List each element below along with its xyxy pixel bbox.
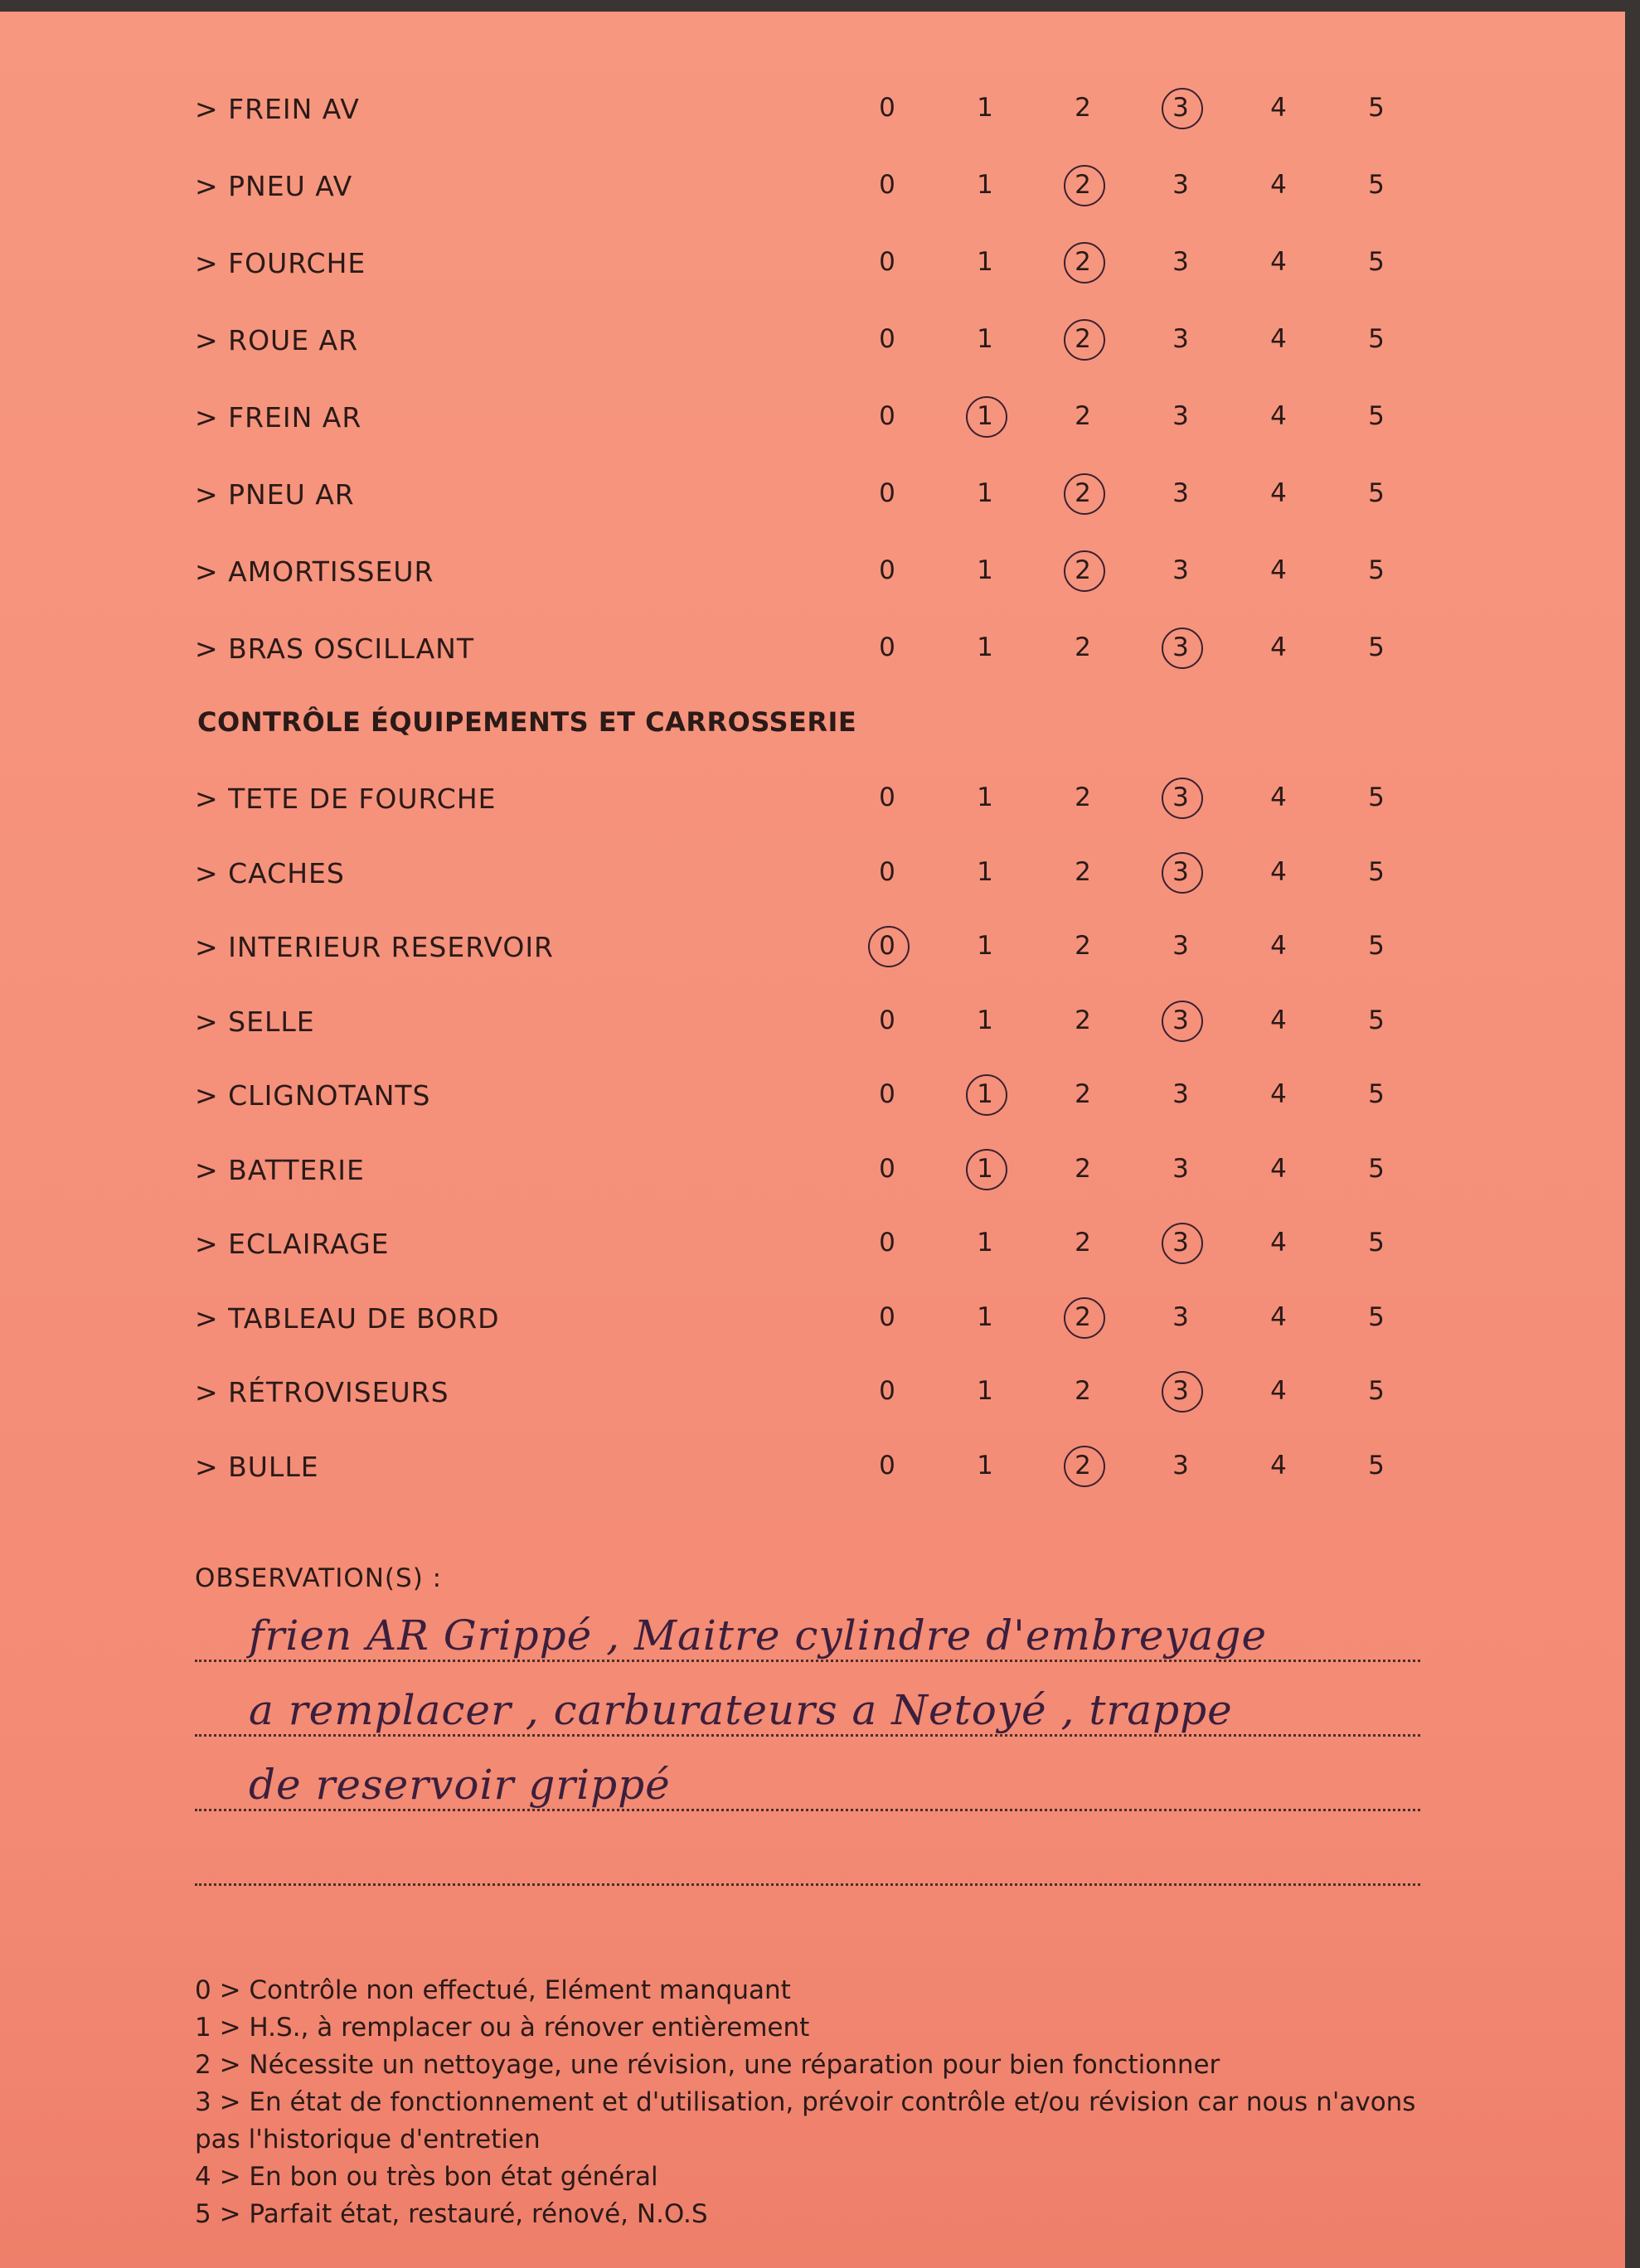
checklist-row [0,1294,1575,1344]
score-option[interactable]: 4 [1270,324,1287,354]
score-option[interactable]: 5 [1368,93,1385,123]
score-option[interactable]: 5 [1368,783,1385,812]
score-option[interactable]: 3 [1172,324,1189,354]
checklist-row [0,393,1575,443]
score-option[interactable]: 1 [977,1450,993,1480]
item-label: > PNEU AV [195,170,353,202]
score-option[interactable]: 5 [1368,324,1385,354]
score-option[interactable]: 0 [879,93,895,123]
score-option[interactable]: 1 [977,170,993,200]
checklist-row [0,239,1575,288]
score-option[interactable]: 2 [1075,931,1091,961]
score-option[interactable]: 3 [1172,931,1189,961]
score-option[interactable]: 4 [1270,401,1287,431]
score-option[interactable]: 4 [1270,170,1287,200]
score-option-selected[interactable]: 2 [1058,1302,1108,1332]
checklist-row [0,849,1575,899]
score-option[interactable]: 5 [1368,1450,1385,1480]
score-option-selected[interactable]: 2 [1058,478,1108,508]
score-option[interactable]: 0 [879,1079,895,1109]
score-option[interactable]: 2 [1075,1376,1091,1406]
checklist-row [0,624,1575,674]
score-option[interactable]: 4 [1270,93,1287,123]
score-option-selected[interactable]: 3 [1156,632,1206,662]
handwritten-observation: a remplacer , carburateurs a Netoyé , trappe [249,1686,1233,1734]
item-label: > CACHES [195,856,345,889]
score-option[interactable]: 0 [879,170,895,200]
inspection-sheet [0,12,1625,2268]
score-option[interactable]: 0 [879,1005,895,1035]
score-option[interactable]: 5 [1368,247,1385,277]
handwritten-observation: frien AR Grippé , Maitre cylindre d'embreyage [249,1611,1268,1660]
checklist-row [0,85,1575,134]
item-label: > ECLAIRAGE [195,1228,390,1260]
score-option[interactable]: 0 [879,1376,895,1406]
handwritten-observation: de reservoir grippé [249,1761,671,1809]
score-option-selected[interactable]: 0 [862,931,912,961]
legend-item: 1 > H.S., à remplacer ou à rénover entièrement [195,2013,810,2043]
observations-title: OBSERVATION(S) : [195,1563,443,1593]
checklist-row [0,997,1575,1047]
score-option[interactable]: 2 [1075,1079,1091,1109]
score-option-selected[interactable]: 3 [1156,93,1206,123]
score-option[interactable]: 3 [1172,247,1189,277]
legend-item: 3 > En état de fonctionnement et d'utilisation, prévoir contrôle et/ou révision car nous n'avons pas l'historique d'entretien [195,2087,1416,2154]
item-label: > AMORTISSEUR [195,555,434,588]
legend-item: 5 > Parfait état, restauré, rénové, N.O.S [195,2199,708,2229]
score-option[interactable]: 1 [977,856,993,887]
score-option[interactable]: 4 [1270,1301,1287,1332]
score-option[interactable]: 2 [1075,1005,1091,1035]
score-option[interactable]: 1 [977,931,993,961]
item-label: > SELLE [195,1005,315,1038]
observation-line [195,1850,1420,1886]
score-option-selected[interactable]: 3 [1156,1376,1206,1406]
checklist-row [0,1368,1575,1418]
score-option[interactable]: 4 [1270,1005,1287,1035]
checklist-row [0,547,1575,597]
item-label: > TABLEAU DE BORD [195,1301,500,1335]
score-option[interactable]: 0 [879,856,895,887]
item-label: > ROUE AR [195,324,359,356]
item-label: > TETE DE FOURCHE [195,783,497,815]
score-option[interactable]: 0 [879,632,895,662]
score-option[interactable]: 5 [1368,1376,1385,1406]
score-option[interactable]: 0 [879,555,895,585]
score-option[interactable]: 1 [977,1301,993,1332]
legend-item: 4 > En bon ou très bon état général [195,2162,658,2192]
score-option[interactable]: 5 [1368,856,1385,887]
item-label: > PNEU AR [195,478,355,511]
item-label: > FREIN AV [195,93,360,125]
score-option[interactable]: 5 [1368,1005,1385,1035]
checklist-row [0,470,1575,520]
score-option[interactable]: 4 [1270,632,1287,662]
checklist-row [0,1442,1575,1492]
score-option[interactable]: 2 [1075,632,1091,662]
checklist-row [0,316,1575,366]
score-option[interactable]: 0 [879,1301,895,1332]
score-option[interactable]: 0 [879,478,895,508]
rating-legend [195,1972,1439,2233]
score-option[interactable]: 3 [1172,1153,1189,1184]
score-option-selected[interactable]: 2 [1058,170,1108,200]
score-option[interactable]: 1 [977,1376,993,1406]
score-option-selected[interactable]: 2 [1058,1451,1108,1480]
score-option[interactable]: 4 [1270,555,1287,585]
score-option-selected[interactable]: 3 [1156,1228,1206,1258]
score-option[interactable]: 5 [1368,931,1385,961]
score-option[interactable]: 0 [879,324,895,354]
checklist-row [0,923,1575,972]
item-label: > BATTERIE [195,1153,365,1186]
score-option[interactable]: 0 [879,1153,895,1184]
score-option[interactable]: 2 [1075,783,1091,812]
item-label: > INTERIEUR RESERVOIR [195,931,554,963]
score-option[interactable]: 3 [1172,555,1189,585]
score-option[interactable]: 5 [1368,1228,1385,1258]
section-title: CONTRÔLE ÉQUIPEMENTS ET CARROSSERIE [197,706,857,738]
score-option[interactable]: 2 [1075,856,1091,887]
score-option[interactable]: 4 [1270,1079,1287,1109]
score-option-selected[interactable]: 3 [1156,857,1206,887]
score-option-selected[interactable]: 2 [1058,555,1108,585]
score-option-selected[interactable]: 3 [1156,1006,1206,1035]
score-option-selected[interactable]: 2 [1058,324,1108,354]
score-option-selected[interactable]: 1 [960,1079,1010,1109]
score-option[interactable]: 3 [1172,170,1189,200]
score-option[interactable]: 1 [977,247,993,277]
score-option[interactable]: 2 [1075,1153,1091,1184]
score-option-selected[interactable]: 2 [1058,247,1108,277]
score-option[interactable]: 1 [977,1005,993,1035]
score-option[interactable]: 4 [1270,1228,1287,1258]
score-option[interactable]: 4 [1270,1153,1287,1184]
score-option[interactable]: 1 [977,324,993,354]
score-option[interactable]: 2 [1075,401,1091,431]
score-option[interactable]: 4 [1270,247,1287,277]
score-option[interactable]: 0 [879,247,895,277]
item-label: > CLIGNOTANTS [195,1079,431,1112]
score-option-selected[interactable]: 3 [1156,783,1206,812]
checklist-row [0,1219,1575,1269]
score-option[interactable]: 3 [1172,1450,1189,1480]
score-option[interactable]: 1 [977,478,993,508]
score-option[interactable]: 4 [1270,783,1287,812]
legend-item: 2 > Nécessite un nettoyage, une révision, une réparation pour bien fonctionner [195,2050,1220,2080]
score-option[interactable]: 1 [977,1228,993,1258]
score-option[interactable]: 3 [1172,1079,1189,1109]
score-option[interactable]: 5 [1368,555,1385,585]
score-option[interactable]: 2 [1075,1228,1091,1258]
score-option[interactable]: 4 [1270,1376,1287,1406]
score-option[interactable]: 2 [1075,93,1091,123]
score-option-selected[interactable]: 1 [960,1154,1010,1184]
checklist-row [0,774,1575,824]
checklist-row [0,1071,1575,1121]
score-option[interactable]: 0 [879,783,895,812]
score-option-selected[interactable]: 1 [960,401,1010,431]
score-option[interactable]: 3 [1172,401,1189,431]
score-option[interactable]: 3 [1172,1301,1189,1332]
checklist-row [0,162,1575,211]
score-option[interactable]: 5 [1368,170,1385,200]
score-option[interactable]: 1 [977,632,993,662]
item-label: > BULLE [195,1450,319,1483]
score-option[interactable]: 5 [1368,1079,1385,1109]
score-option[interactable]: 1 [977,783,993,812]
score-option[interactable]: 4 [1270,478,1287,508]
score-option[interactable]: 4 [1270,856,1287,887]
legend-item: 0 > Contrôle non effectué, Elément manquant [195,1975,791,2005]
score-option[interactable]: 5 [1368,632,1385,662]
score-option[interactable]: 1 [977,555,993,585]
item-label: > BRAS OSCILLANT [195,632,475,665]
score-option[interactable]: 5 [1368,1153,1385,1184]
score-option[interactable]: 5 [1368,478,1385,508]
score-option[interactable]: 3 [1172,478,1189,508]
checklist-row [0,1146,1575,1195]
score-option[interactable]: 5 [1368,1301,1385,1332]
score-option[interactable]: 4 [1270,931,1287,961]
item-label: > FREIN AR [195,401,362,434]
score-option[interactable]: 0 [879,1450,895,1480]
score-option[interactable]: 0 [879,401,895,431]
score-option[interactable]: 0 [879,1228,895,1258]
item-label: > FOURCHE [195,247,366,279]
score-option[interactable]: 1 [977,93,993,123]
item-label: > RÉTROVISEURS [195,1376,449,1408]
score-option[interactable]: 5 [1368,401,1385,431]
score-option[interactable]: 4 [1270,1450,1287,1480]
